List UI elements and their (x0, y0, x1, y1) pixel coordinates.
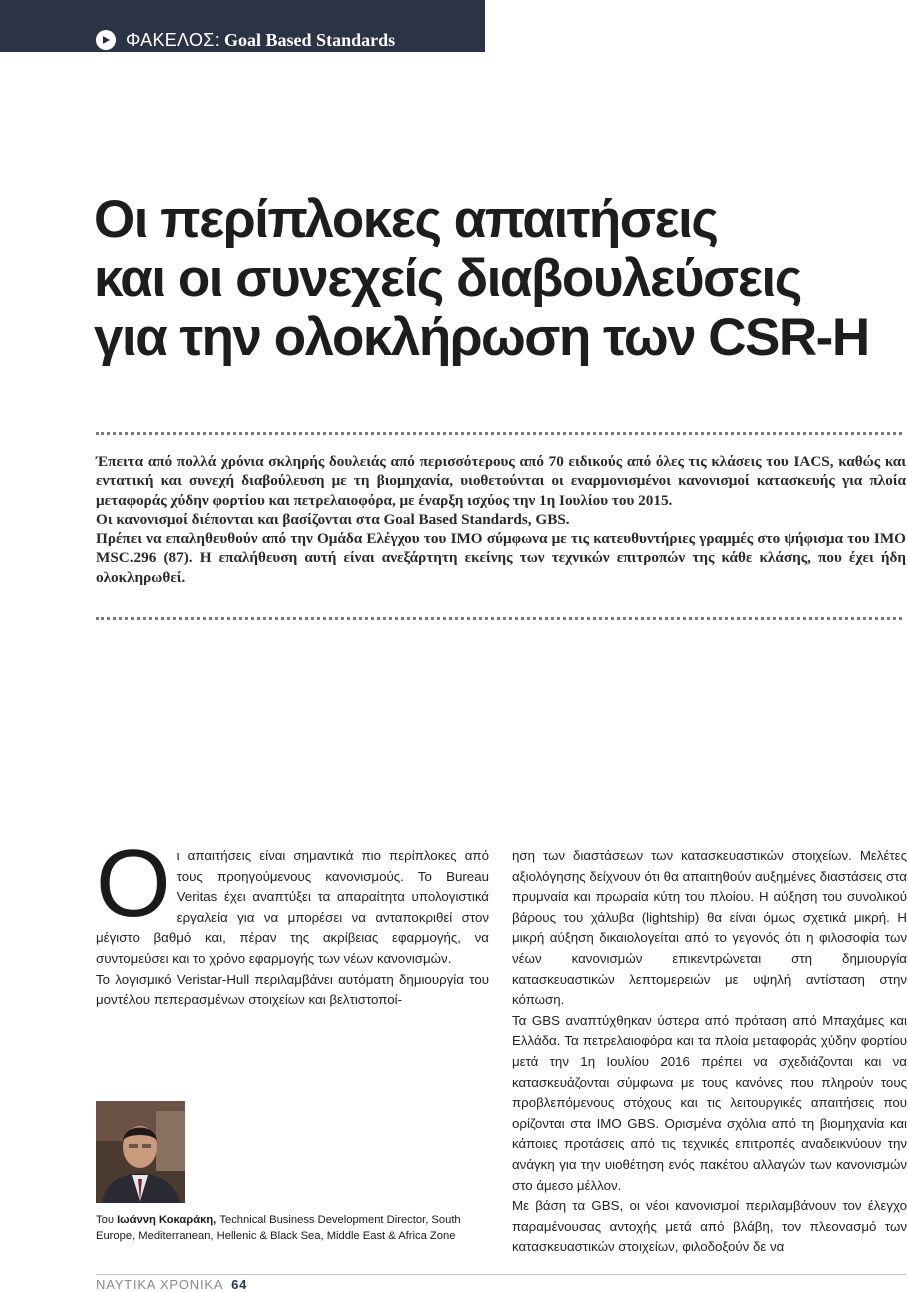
section-topic: Goal Based Standards (224, 29, 396, 50)
intro-paragraph: Οι κανονισμοί διέπονται και βασίζονται στα Goal Based Standards, GBS. (96, 510, 570, 528)
footer-rule (96, 1274, 906, 1275)
headline-line: Οι περίπλοκες απαιτήσεις (94, 190, 718, 249)
author-name: Ιωάννη Κοκαράκη, (117, 1214, 217, 1226)
photo-caption (96, 1212, 496, 1244)
section-prefix: ΦΑΚΕΛΟΣ: (126, 29, 221, 50)
magazine-name: ΝΑΥΤΙΚΑ ΧΡΟΝΙΚΑ (96, 1277, 223, 1292)
headline-line: και οι συνεχείς διαβουλεύσεις (94, 249, 801, 308)
caption-prefix: Του (96, 1214, 114, 1226)
article-headline (94, 190, 894, 367)
play-icon (96, 30, 116, 50)
headline-line: για την ολοκλήρωση των CSR-H (94, 308, 869, 367)
body-paragraph (96, 830, 489, 970)
dotted-divider-top (96, 432, 902, 437)
dotted-divider-bottom (96, 617, 902, 622)
body-text: ι απαιτήσεις είναι σημαντικά πιο περίπλοκες από τους προηγούμενους κανονισμούς. Το Bureau Veritas έχει αναπτύξει τα απαραίτητα υπολογιστικά εργαλεία για να μπορέσει να ανταποκριθεί στον μέγιστο βαθμό και, πέραν της ακρίβειας εφαρμογής, να συντομεύσει και το χρόνο εφαρμογής των νέων κανονισμών. (96, 848, 489, 966)
body-column-right (512, 846, 907, 1258)
section-label (96, 28, 395, 52)
body-column-left (96, 830, 489, 1011)
body-paragraph: ηση των διαστάσεων των κατασκευαστικών στοιχείων. Μελέτες αξιολόγησης δείχνουν ότι θα απαιτηθούν αυξημένες διαστάσεις στα πρυμναία και πρωραία κύτη του πλοίου. Η αύξηση του συνολικού βάρους του χάλυβα (lightship) θα είναι όμως σχετικά μικρή. Η μικρή αύξηση δικαιολογείται από το γεγονός ότι η φιλοσοφία των νέων κανονισμών επικεντρώνεται στη δημιουργία κατασκευαστικών λεπτομερειών με υψηλή αντίσταση στην κόπωση. (512, 848, 907, 1008)
intro-paragraph: Έπειτα από πολλά χρόνια σκληρής δουλειάς από περισσότερους από 70 ειδικούς από όλες τις κλάσεις του IACS, καθώς και εντατική και συνεχή διαβούλευση με τη βιομηχανία, υιοθετούνται οι εναρμονισμένοι κανονισμοί κατασκευής για πλοία μεταφοράς χύδην φορτίου και πετρελαιοφόρα, με έναρξη ισχύος την 1η Ιουλίου του 2015. (96, 453, 906, 509)
article-intro (96, 452, 906, 587)
body-paragraph: Το λογισμικό Veristar-Hull περιλαμβάνει αυτόματη δημιουργία του μοντέλου πεπερασμένων στοιχείων και βελτιστοποί- (96, 971, 489, 1008)
body-paragraph: Με βάση τα GBS, οι νέοι κανονισμοί περιλαμβάνουν τον έλεγχο παραμένουσας αντοχής μετά από βλάβη, τον πλεονασμό των κατασκευαστικών στοιχείων, φιλοδοξούν δε να (512, 1198, 907, 1255)
author-photo (96, 1101, 185, 1203)
page-number: 64 (231, 1277, 248, 1292)
drop-cap: Ο (96, 830, 171, 937)
author-role: Technical Business Development Director, South Europe, Mediterranean, Hellenic & Black Sea, Middle East & Africa Zone (96, 1214, 461, 1242)
body-paragraph: Τα GBS αναπτύχθηκαν ύστερα από πρόταση από Μπαχάμες και Ελλάδα. Τα πετρελαιοφόρα και τα πλοία μεταφοράς χύδην φορτίου μετά την 1η Ιουλίου 2016 πρέπει να σχεδιάζονται και να κατασκευάζονται σύμφωνα με τους κανόνες που πληρούν τους προβλεπόμενους στόχους και τις λειτουργικές απαιτήσεις που ορίζονται στα IMO GBS. Ορισμένα σχόλια από τη βιομηχανία και κάποιες προτάσεις από τις τεχνικές επιτροπές αναδεικνύουν την ανάγκη για την υιοθέτηση ενός πακέτου αλλαγών των κανονισμών στο άμεσο μέλλον. (512, 1012, 907, 1193)
page-footer (96, 1277, 247, 1292)
intro-paragraph: Πρέπει να επαληθευθούν από την Ομάδα Ελέγχου του IMO σύμφωνα με τις κατευθυντήριες γραμμές στο ψήφισμα του IMO MSC.296 (87). Η επαλήθευση αυτή είναι ανεξάρτητη εκείνης των τεχνικών επιτροπών της κάθε κλάσης, που έχει ήδη ολοκληρωθεί. (96, 530, 906, 586)
